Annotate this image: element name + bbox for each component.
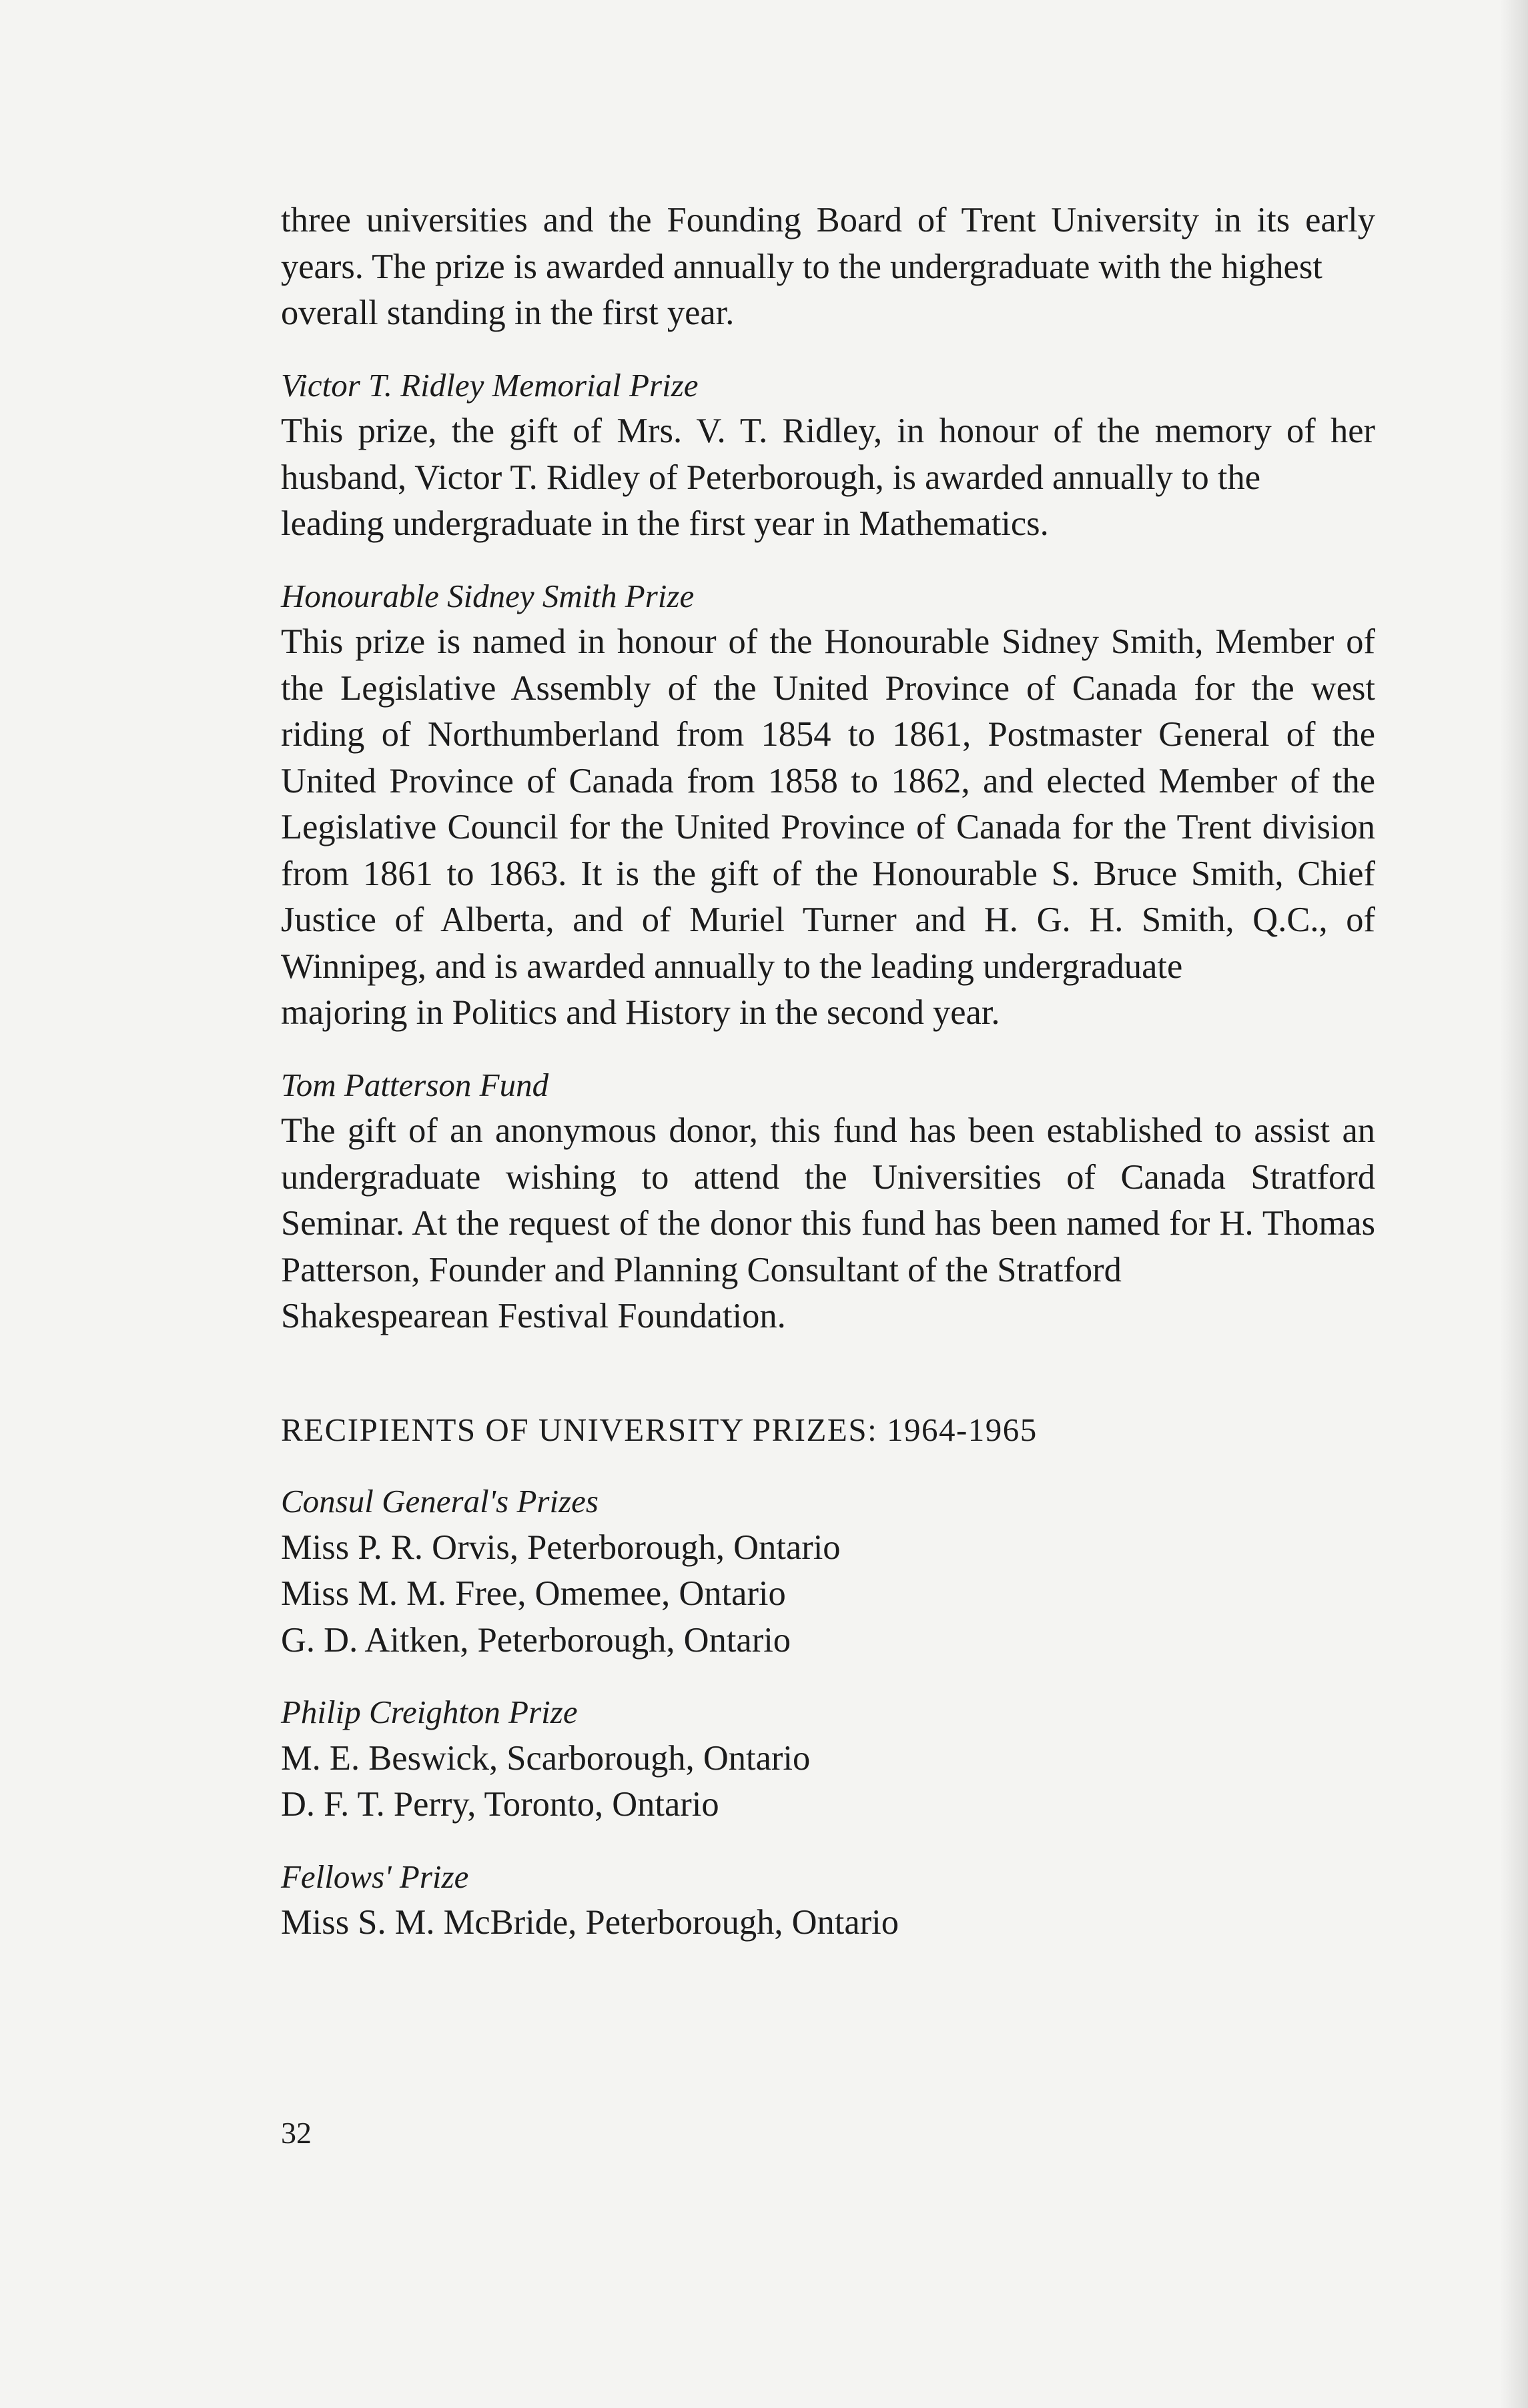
prize-line: Thomas Patterson, Founder and Planning Consultant of the Stratford	[281, 1204, 1375, 1289]
recipient-group-heading-consul: Consul General's Prizes	[281, 1483, 599, 1520]
prize-line: majoring in Politics and History in the second year.	[281, 993, 1000, 1032]
prize-line: Trent division from 1861 to 1863. It is the gift of the Honourable S. Bruce	[281, 808, 1375, 893]
prize-line: Smith, Chief Justice of Alberta, and of Muriel Turner and H. G. H. Smith,	[281, 854, 1376, 939]
page-edge-shadow	[1500, 0, 1528, 2408]
recipient-entry: M. E. Beswick, Scarborough, Ontario	[281, 1738, 811, 1778]
prize-line: husband, Victor T. Ridley of Peterborough, is awarded annually to the	[281, 458, 1261, 497]
prize-line: Q.C., of Winnipeg, and is awarded annually to the leading undergraduate	[281, 900, 1375, 986]
prize-description-patterson	[281, 1108, 1375, 1340]
recipients-section-title: RECIPIENTS OF UNIVERSITY PRIZES: 1964-1965	[281, 1411, 1038, 1448]
prize-line: of the Legislative Council for the United Province of Canada for the	[281, 761, 1376, 846]
recipient-group-heading-fellows: Fellows' Prize	[281, 1858, 469, 1895]
prize-line: of the United Province of Canada from 1858 to 1862, and elected Member	[281, 715, 1375, 800]
page-number: 32	[281, 2116, 312, 2150]
prize-line: Seminar. At the request of the donor this fund has been named for H.	[281, 1204, 1254, 1243]
page-content	[281, 197, 1375, 1946]
prize-line: This prize is named in honour of the Honourable Sidney Smith, Member	[281, 622, 1334, 661]
prize-heading-ridley: Victor T. Ridley Memorial Prize	[281, 366, 699, 404]
prize-description-smith	[281, 619, 1375, 1037]
intro-paragraph	[281, 197, 1375, 337]
prize-heading-smith: Honourable Sidney Smith Prize	[281, 577, 695, 614]
prize-line: Shakespearean Festival Foundation.	[281, 1297, 786, 1335]
recipient-group-heading-creighton: Philip Creighton Prize	[281, 1694, 578, 1730]
prize-line: west riding of Northumberland from 1854 to 1861, Postmaster General	[281, 668, 1376, 754]
prize-line: leading undergraduate in the first year in Mathematics.	[281, 504, 1049, 543]
prize-description-ridley	[281, 408, 1375, 548]
prize-line: an undergraduate wishing to attend the Universities of Canada Stratford	[281, 1111, 1375, 1197]
recipient-entry: Miss M. M. Free, Omemee, Ontario	[281, 1574, 786, 1613]
recipient-entry: D. F. T. Perry, Toronto, Ontario	[281, 1785, 719, 1824]
prize-line: This prize, the gift of Mrs. V. T. Ridley, in honour of the memory of her	[281, 412, 1375, 450]
recipient-entry: Miss S. M. McBride, Peterborough, Ontario	[281, 1903, 899, 1942]
intro-line: years. The prize is awarded annually to the undergraduate with the highest	[281, 247, 1322, 286]
prize-line: The gift of an anonymous donor, this fund has been established to assist	[281, 1111, 1330, 1150]
intro-line: overall standing in the first year.	[281, 293, 735, 332]
prize-line: of the Legislative Assembly of the United Province of Canada for the	[281, 622, 1376, 708]
intro-line: three universities and the Founding Board of Trent University in its early	[281, 201, 1375, 239]
recipient-entry: G. D. Aitken, Peterborough, Ontario	[281, 1620, 791, 1660]
recipient-entry: Miss P. R. Orvis, Peterborough, Ontario	[281, 1528, 841, 1567]
prize-heading-patterson: Tom Patterson Fund	[281, 1066, 549, 1103]
